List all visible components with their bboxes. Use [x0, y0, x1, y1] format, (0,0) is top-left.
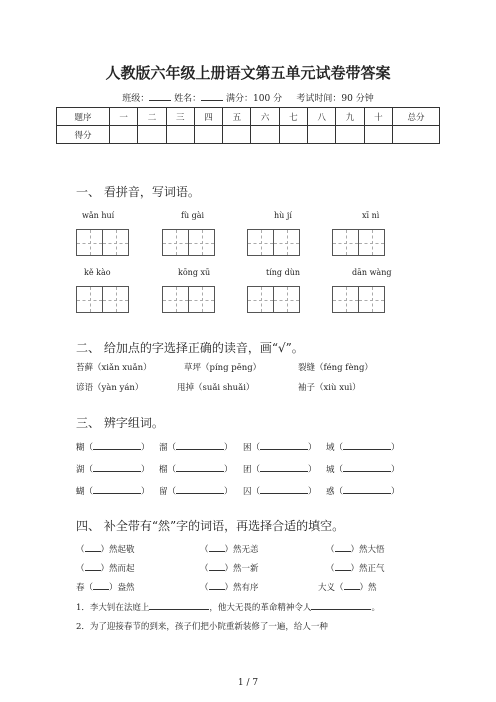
char: 团	[243, 465, 252, 475]
name-label: 姓名：	[174, 94, 202, 104]
writing-grid[interactable]	[162, 286, 189, 313]
ran-prefix: （	[200, 564, 209, 574]
section-3-heading: 三、 辨字组词。	[76, 416, 164, 430]
ran-word-item[interactable]	[200, 580, 259, 593]
pinyin: hù jí	[274, 211, 292, 220]
writing-grid[interactable]	[332, 229, 359, 256]
answer-blank[interactable]	[311, 600, 371, 610]
pinyin: kě kào	[84, 268, 111, 277]
score-table-score-row	[57, 126, 440, 144]
fill-question-1	[76, 600, 380, 613]
score-cell[interactable]	[110, 126, 138, 144]
ran-suffix: ）然有序	[224, 583, 259, 593]
time-label: 考试时间：90 分钟	[296, 94, 374, 104]
ran-suffix: ）然而起	[100, 564, 135, 574]
ran-prefix: （	[200, 545, 209, 555]
pinyin: kōng xū	[178, 268, 211, 277]
section-2-heading: 二、 给加点的字选择正确的读音，画“√”。	[76, 341, 304, 355]
ran-prefix: （	[326, 564, 335, 574]
ran-prefix: （	[76, 545, 85, 555]
char-group-item[interactable]: 城（ ）	[326, 462, 400, 475]
class-label: 班级：	[122, 94, 150, 104]
score-cell[interactable]	[279, 126, 307, 144]
pinyin: wǎn huí	[82, 211, 115, 220]
char: 榴	[159, 465, 168, 475]
score-header-cell: 六	[251, 108, 279, 126]
score-header-cell: 总分	[393, 108, 440, 126]
writing-grid[interactable]	[332, 286, 359, 313]
writing-grid[interactable]	[188, 286, 215, 313]
writing-grid[interactable]	[273, 286, 300, 313]
score-label: 满分：100 分	[226, 94, 283, 104]
page-title: 人教版六年级上册语文第五单元试卷带答案	[105, 64, 391, 82]
page-number: 1 / 7	[237, 678, 259, 688]
ran-prefix: （	[200, 583, 209, 593]
char: 溜	[159, 443, 168, 453]
ran-word-item[interactable]	[76, 542, 135, 555]
char: 困	[243, 443, 252, 453]
score-header-cell: 题序	[57, 108, 110, 126]
ran-prefix: 大义（	[318, 583, 344, 593]
char-group-item[interactable]: 湖（ ）	[76, 462, 150, 475]
char: 湖	[76, 465, 85, 475]
writing-grid[interactable]	[358, 286, 385, 313]
score-cell[interactable]	[393, 126, 440, 144]
score-cell[interactable]	[336, 126, 364, 144]
ran-word-item[interactable]	[76, 580, 135, 593]
ran-prefix: （	[76, 564, 85, 574]
score-table	[56, 107, 440, 144]
score-cell[interactable]	[166, 126, 194, 144]
score-cell[interactable]	[251, 126, 279, 144]
answer-blank[interactable]	[149, 600, 209, 610]
char-group-item[interactable]: 糊（ ）	[76, 440, 150, 453]
char-group-item[interactable]: 域（ ）	[326, 440, 400, 453]
char-group-item[interactable]: 溜（ ）	[159, 440, 233, 453]
ran-suffix: ）然一新	[224, 564, 259, 574]
char: 囚	[243, 487, 252, 497]
section-1-heading: 一、 看拼音，写词语。	[76, 185, 200, 199]
ran-word-item[interactable]	[200, 542, 259, 555]
score-header-cell: 二	[138, 108, 166, 126]
ran-word-item[interactable]	[200, 561, 259, 574]
score-header-cell: 九	[336, 108, 364, 126]
ran-suffix: ）然	[359, 583, 377, 593]
char-group-item[interactable]: 榴（ ）	[159, 462, 233, 475]
writing-grid[interactable]	[358, 229, 385, 256]
ran-word-item[interactable]	[326, 542, 385, 555]
char: 域	[326, 443, 335, 453]
question-text: 1．李大钊在法庭上	[76, 603, 150, 613]
score-cell[interactable]	[194, 126, 222, 144]
ran-prefix: 春（	[76, 583, 94, 593]
char-group-item[interactable]: 留（ ）	[159, 484, 233, 497]
score-cell[interactable]	[364, 126, 392, 144]
char: 城	[326, 465, 335, 475]
reading-choice[interactable]: 谚语（yàn yán）	[76, 383, 144, 393]
section-4-heading: 四、 补全带有“然”字的词语，再选择合适的填空。	[76, 519, 345, 533]
char-group-item[interactable]: 囚（ ）	[243, 484, 317, 497]
char: 留	[159, 487, 168, 497]
exam-info	[0, 91, 496, 104]
score-header-cell: 十	[364, 108, 392, 126]
score-cell[interactable]	[223, 126, 251, 144]
writing-grid[interactable]	[247, 229, 274, 256]
writing-grid[interactable]	[247, 286, 274, 313]
char-group-item[interactable]: 团（ ）	[243, 462, 317, 475]
score-header-cell: 一	[110, 108, 138, 126]
reading-choice[interactable]: 裂缝（féng fèng）	[298, 363, 373, 373]
score-table-header-row	[57, 108, 440, 126]
char: 糊	[76, 443, 85, 453]
score-cell[interactable]	[138, 126, 166, 144]
score-header-cell: 五	[223, 108, 251, 126]
char-group-item[interactable]: 蝴（ ）	[76, 484, 150, 497]
question-text: 。	[371, 603, 380, 613]
ran-prefix: （	[326, 545, 335, 555]
ran-word-item[interactable]	[76, 561, 135, 574]
class-blank[interactable]	[149, 92, 171, 101]
name-blank[interactable]	[201, 92, 223, 101]
char-group-item[interactable]: 困（ ）	[243, 440, 317, 453]
ran-suffix: ）然正气	[350, 564, 385, 574]
ran-suffix: ）然起敬	[100, 545, 135, 555]
writing-grid[interactable]	[76, 229, 103, 256]
ran-suffix: ）然无恙	[224, 545, 259, 555]
pinyin: xī nì	[362, 211, 380, 220]
reading-choice[interactable]: 袖子（xiù xuì）	[298, 383, 361, 393]
pinyin: tíng dùn	[266, 268, 301, 277]
pinyin: dān wàng	[352, 268, 392, 277]
score-row-label: 得分	[57, 126, 110, 144]
char: 惑	[326, 487, 335, 497]
reading-choice[interactable]: 草坪（píng pēng）	[184, 363, 262, 373]
ran-word-item[interactable]	[318, 580, 377, 593]
char: 蝴	[76, 487, 85, 497]
fill-question-2: 2．为了迎接春节的到来，孩子们把小院重新装修了一遍，给人一种	[76, 622, 328, 632]
writing-grid[interactable]	[76, 286, 103, 313]
score-header-cell: 七	[279, 108, 307, 126]
writing-grid[interactable]	[273, 229, 300, 256]
writing-grid[interactable]	[188, 229, 215, 256]
pinyin: fù gài	[181, 211, 205, 220]
ran-suffix: ）然大悟	[350, 545, 385, 555]
score-header-cell: 四	[194, 108, 222, 126]
reading-choice[interactable]: 苔藓（xiǎn xuǎn）	[76, 363, 152, 373]
score-cell[interactable]	[308, 126, 336, 144]
writing-grid[interactable]	[102, 229, 129, 256]
score-header-cell: 三	[166, 108, 194, 126]
writing-grid[interactable]	[102, 286, 129, 313]
ran-word-item[interactable]	[326, 561, 385, 574]
char-group-item[interactable]: 惑（ ）	[326, 484, 400, 497]
score-header-cell: 八	[308, 108, 336, 126]
reading-choice[interactable]: 甩掉（suǎi shuǎi）	[177, 383, 255, 393]
question-text: ，他大无畏的革命精神令人	[209, 603, 312, 613]
ran-suffix: ）盎然	[109, 583, 135, 593]
writing-grid[interactable]	[162, 229, 189, 256]
